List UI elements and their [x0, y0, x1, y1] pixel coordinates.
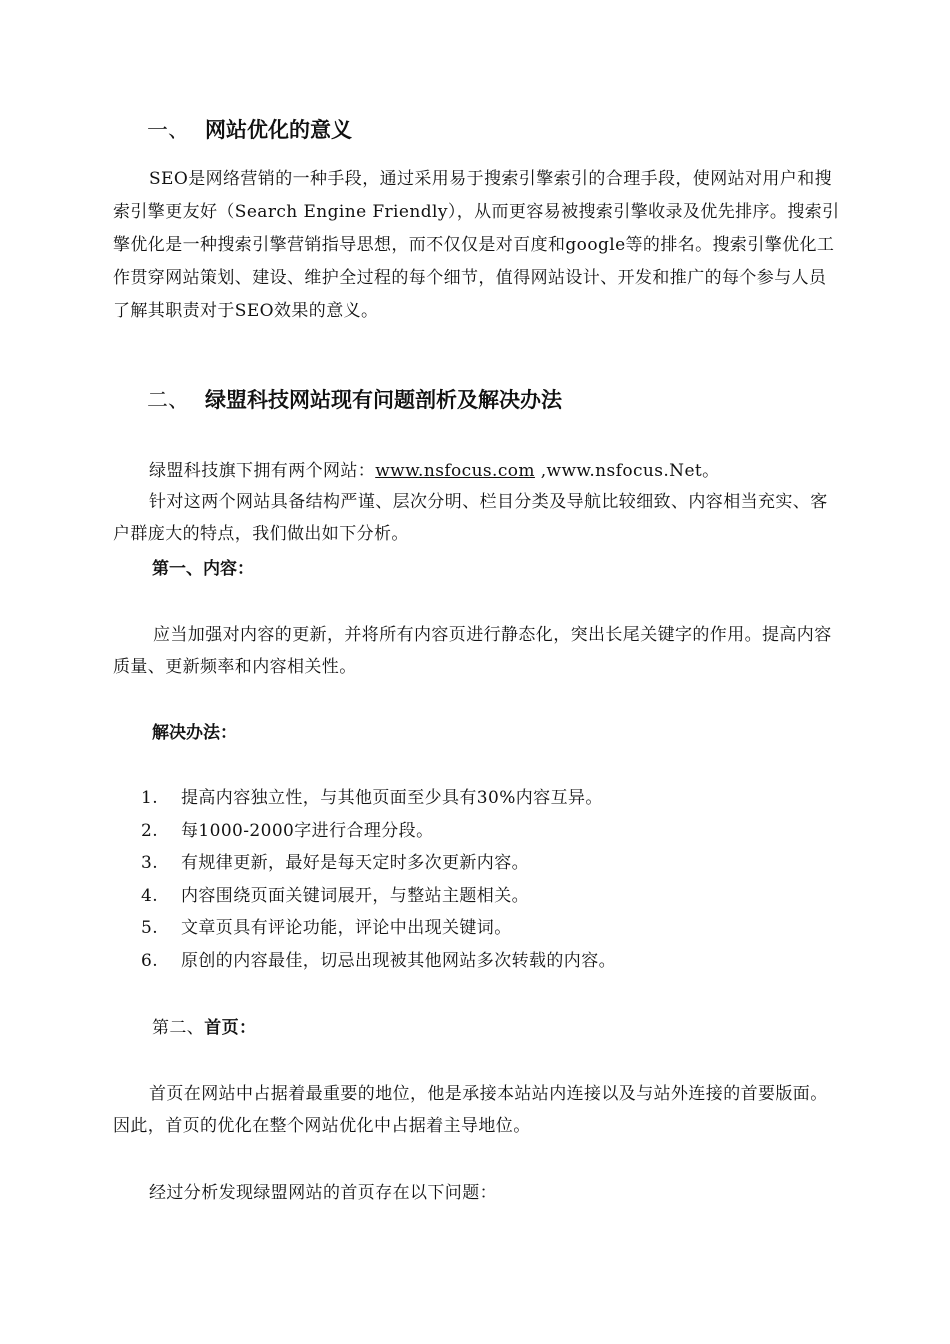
list-number: 2. — [141, 820, 159, 841]
list-text: 有规律更新，最好是每天定时多次更新内容。 — [181, 853, 529, 873]
part1-text: 应当加强对内容的更新，并将所有内容页进行静态化，突出长尾关键字的作用。提高内容质量、更新频率和内容相关性。 — [113, 625, 832, 677]
intro-suffix: ,www.nsfocus.Net。 — [534, 461, 720, 481]
section2-intro — [149, 459, 720, 483]
list-text: 文章页具有评论功能，评论中出现关键词。 — [181, 918, 512, 938]
section2-analysis: 针对这两个网站具备结构严谨、层次分明、栏目分类及导航比较细致、内容相当充实、客户群庞大的特点，我们做出如下分析。 — [113, 492, 828, 544]
list-item — [113, 786, 813, 819]
intro-prefix: 绿盟科技旗下拥有两个网站： — [149, 461, 376, 481]
section1-number: 一、 — [147, 118, 189, 142]
list-text: 每1000-2000字进行合理分段。 — [181, 820, 434, 841]
list-number: 6. — [141, 950, 159, 971]
list-number: 5. — [141, 918, 159, 938]
problems-intro: 经过分析发现绿盟网站的首页存在以下问题： — [149, 1183, 497, 1203]
section1-title: 网站优化的意义 — [205, 118, 352, 142]
list-number: 3. — [141, 853, 159, 873]
list-item — [113, 851, 813, 884]
list-item — [113, 949, 813, 982]
list-item — [113, 916, 813, 949]
part2-title-main: 首页： — [204, 1018, 257, 1038]
solution-list — [113, 786, 813, 981]
part2-text: 首页在网站中占据着最重要的地位，他是承接本站站内连接以及与站外连接的首要版面。因此，首页的优化在整个网站优化中占据着主导地位。 — [113, 1084, 828, 1136]
list-item — [113, 819, 813, 852]
solution-title: 解决办法： — [152, 723, 237, 743]
section1-heading — [147, 116, 352, 144]
list-text: 内容围绕页面关键词展开，与整站主题相关。 — [181, 885, 529, 906]
section1-paragraph: SEO是网络营销的一种手段，通过采用易于搜索引擎索引的合理手段，使网站对用户和搜索引擎更友好（Search Engine Friendly），从而更容易被搜索引擎收录及优先排序。搜索引擎优化是一种搜索引擎营销指导思想，而不仅仅是对百度和google等的排名。搜索引擎优化工作贯穿网站策划、建设、维护全过程的每个细节，值得网站设计、开发和推广的每个参与人员了解其职责对于SEO效果的意义。 — [113, 169, 840, 321]
section2-number: 二、 — [147, 388, 189, 412]
section2-title: 绿盟科技网站现有问题剖析及解决办法 — [205, 388, 562, 412]
part2-title-prefix: 第二、 — [152, 1018, 205, 1038]
part2-title — [152, 1016, 256, 1040]
section2-heading — [147, 386, 562, 414]
list-text: 提高内容独立性，与其他页面至少具有30%内容互异。 — [181, 788, 603, 808]
list-item — [113, 884, 813, 917]
list-number: 4. — [141, 885, 159, 906]
part1-title: 第一、内容： — [152, 559, 254, 579]
list-number: 1. — [141, 788, 159, 808]
list-text: 原创的内容最佳，切忌出现被其他网站多次转载的内容。 — [181, 950, 616, 971]
nsfocus-com-link[interactable]: www.nsfocus.com — [375, 461, 535, 481]
